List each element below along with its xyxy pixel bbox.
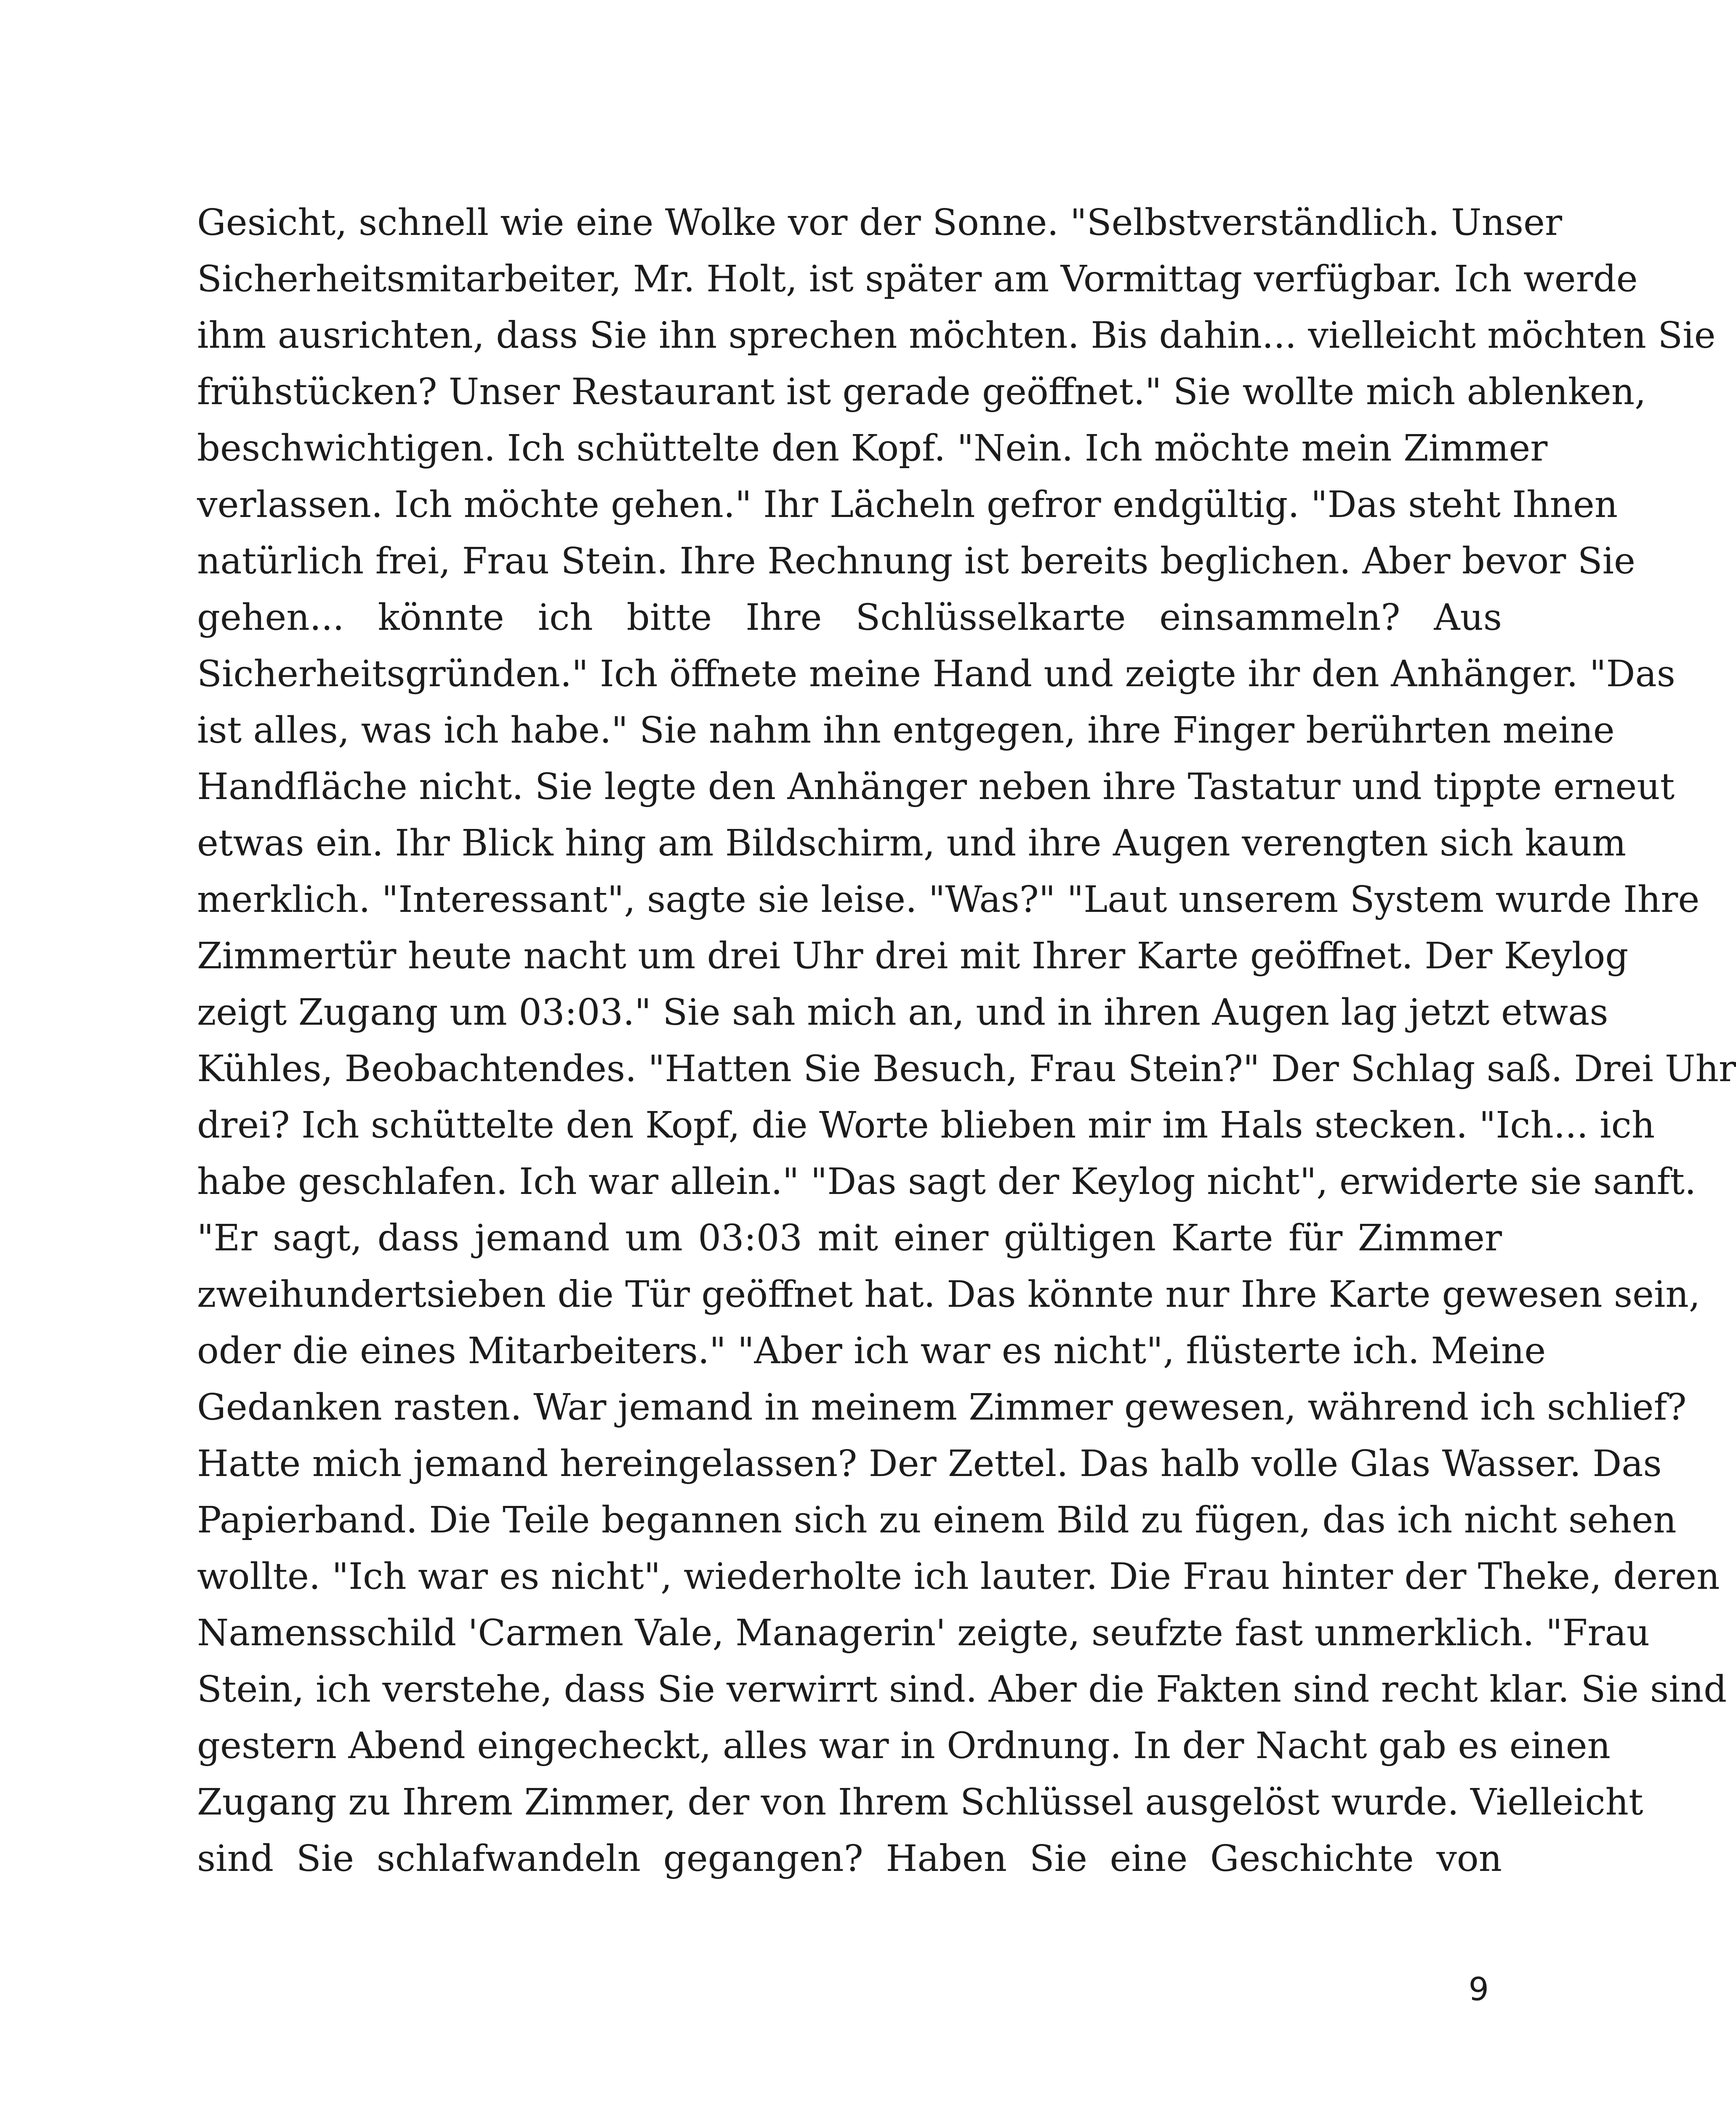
text-line: zeigt Zugang um 03:03." Sie sah mich an, und in ihren Augen lag jetzt etwas — [197, 991, 1608, 1034]
text-line: frühstücken? Unser Restaurant ist gerade geöffnet." Sie wollte mich ablenken, — [197, 371, 1646, 413]
text-line: Papierband. Die Teile begannen sich zu einem Bild zu fügen, das ich nicht sehen — [197, 1499, 1677, 1541]
text-line: Gedanken rasten. War jemand in meinem Zimmer gewesen, während ich schlief? — [197, 1386, 1687, 1428]
text-line: merklich. "Interessant", sagte sie leise. "Was?" "Laut unserem System wurde Ihre — [197, 879, 1700, 921]
text-line: sind Sie schlafwandeln gegangen? Haben Sie eine Geschichte von — [197, 1838, 1502, 1880]
text-line: Zugang zu Ihrem Zimmer, der von Ihrem Schlüssel ausgelöst wurde. Vielleicht — [197, 1781, 1643, 1823]
text-line: etwas ein. Ihr Blick hing am Bildschirm, und ihre Augen verengten sich kaum — [197, 822, 1627, 864]
text-line: habe geschlafen. Ich war allein." "Das sagt der Keylog nicht", erwiderte sie sanft. — [197, 1161, 1696, 1203]
text-line: Sicherheitsgründen." Ich öffnete meine Hand und zeigte ihr den Anhänger. "Das — [197, 653, 1675, 695]
text-line: wollte. "Ich war es nicht", wiederholte ich lauter. Die Frau hinter der Theke, deren — [197, 1556, 1720, 1598]
text-line: Stein, ich verstehe, dass Sie verwirrt sind. Aber die Fakten sind recht klar. Sie sind — [197, 1668, 1727, 1711]
text-line: Sicherheitsmitarbeiter, Mr. Holt, ist später am Vormittag verfügbar. Ich werde — [197, 258, 1638, 300]
text-line: Kühles, Beobachtendes. "Hatten Sie Besuch, Frau Stein?" Der Schlag saß. Drei Uhr — [197, 1048, 1736, 1090]
text-line: oder die eines Mitarbeiters." "Aber ich war es nicht", flüsterte ich. Meine — [197, 1330, 1546, 1372]
text-line: "Er sagt, dass jemand um 03:03 mit einer gültigen Karte für Zimmer — [197, 1217, 1502, 1259]
text-line: Hatte mich jemand hereingelassen? Der Zettel. Das halb volle Glas Wasser. Das — [197, 1443, 1662, 1485]
text-line: zweihundertsieben die Tür geöffnet hat. Das könnte nur Ihre Karte gewesen sein, — [197, 1274, 1701, 1316]
text-line: beschwichtigen. Ich schüttelte den Kopf. "Nein. Ich möchte mein Zimmer — [197, 427, 1548, 469]
page-number: 9 — [1468, 1970, 1489, 2008]
text-line: verlassen. Ich möchte gehen." Ihr Lächeln gefror endgültig. "Das steht Ihnen — [197, 484, 1618, 526]
text-line: natürlich frei, Frau Stein. Ihre Rechnung ist bereits beglichen. Aber bevor Sie — [197, 540, 1635, 582]
text-line: gestern Abend eingecheckt, alles war in Ordnung. In der Nacht gab es einen — [197, 1725, 1611, 1767]
text-line: Gesicht, schnell wie eine Wolke vor der Sonne. "Selbstverständlich. Unser — [197, 202, 1562, 244]
text-line: gehen... könnte ich bitte Ihre Schlüsselkarte einsammeln? Aus — [197, 597, 1502, 639]
text-line: ihm ausrichten, dass Sie ihn sprechen möchten. Bis dahin... vielleicht möchten Sie — [197, 314, 1716, 357]
text-line: Namensschild 'Carmen Vale, Managerin' zeigte, seufzte fast unmerklich. "Frau — [197, 1612, 1650, 1654]
text-line: Handfläche nicht. Sie legte den Anhänger neben ihre Tastatur und tippte erneut — [197, 766, 1675, 808]
text-line: Zimmertür heute nacht um drei Uhr drei mit Ihrer Karte geöffnet. Der Keylog — [197, 935, 1629, 977]
body-text — [197, 195, 1736, 1887]
text-line: drei? Ich schüttelte den Kopf, die Worte blieben mir im Hals stecken. "Ich... ich — [197, 1104, 1655, 1146]
text-line: ist alles, was ich habe." Sie nahm ihn entgegen, ihre Finger berührten meine — [197, 709, 1615, 751]
